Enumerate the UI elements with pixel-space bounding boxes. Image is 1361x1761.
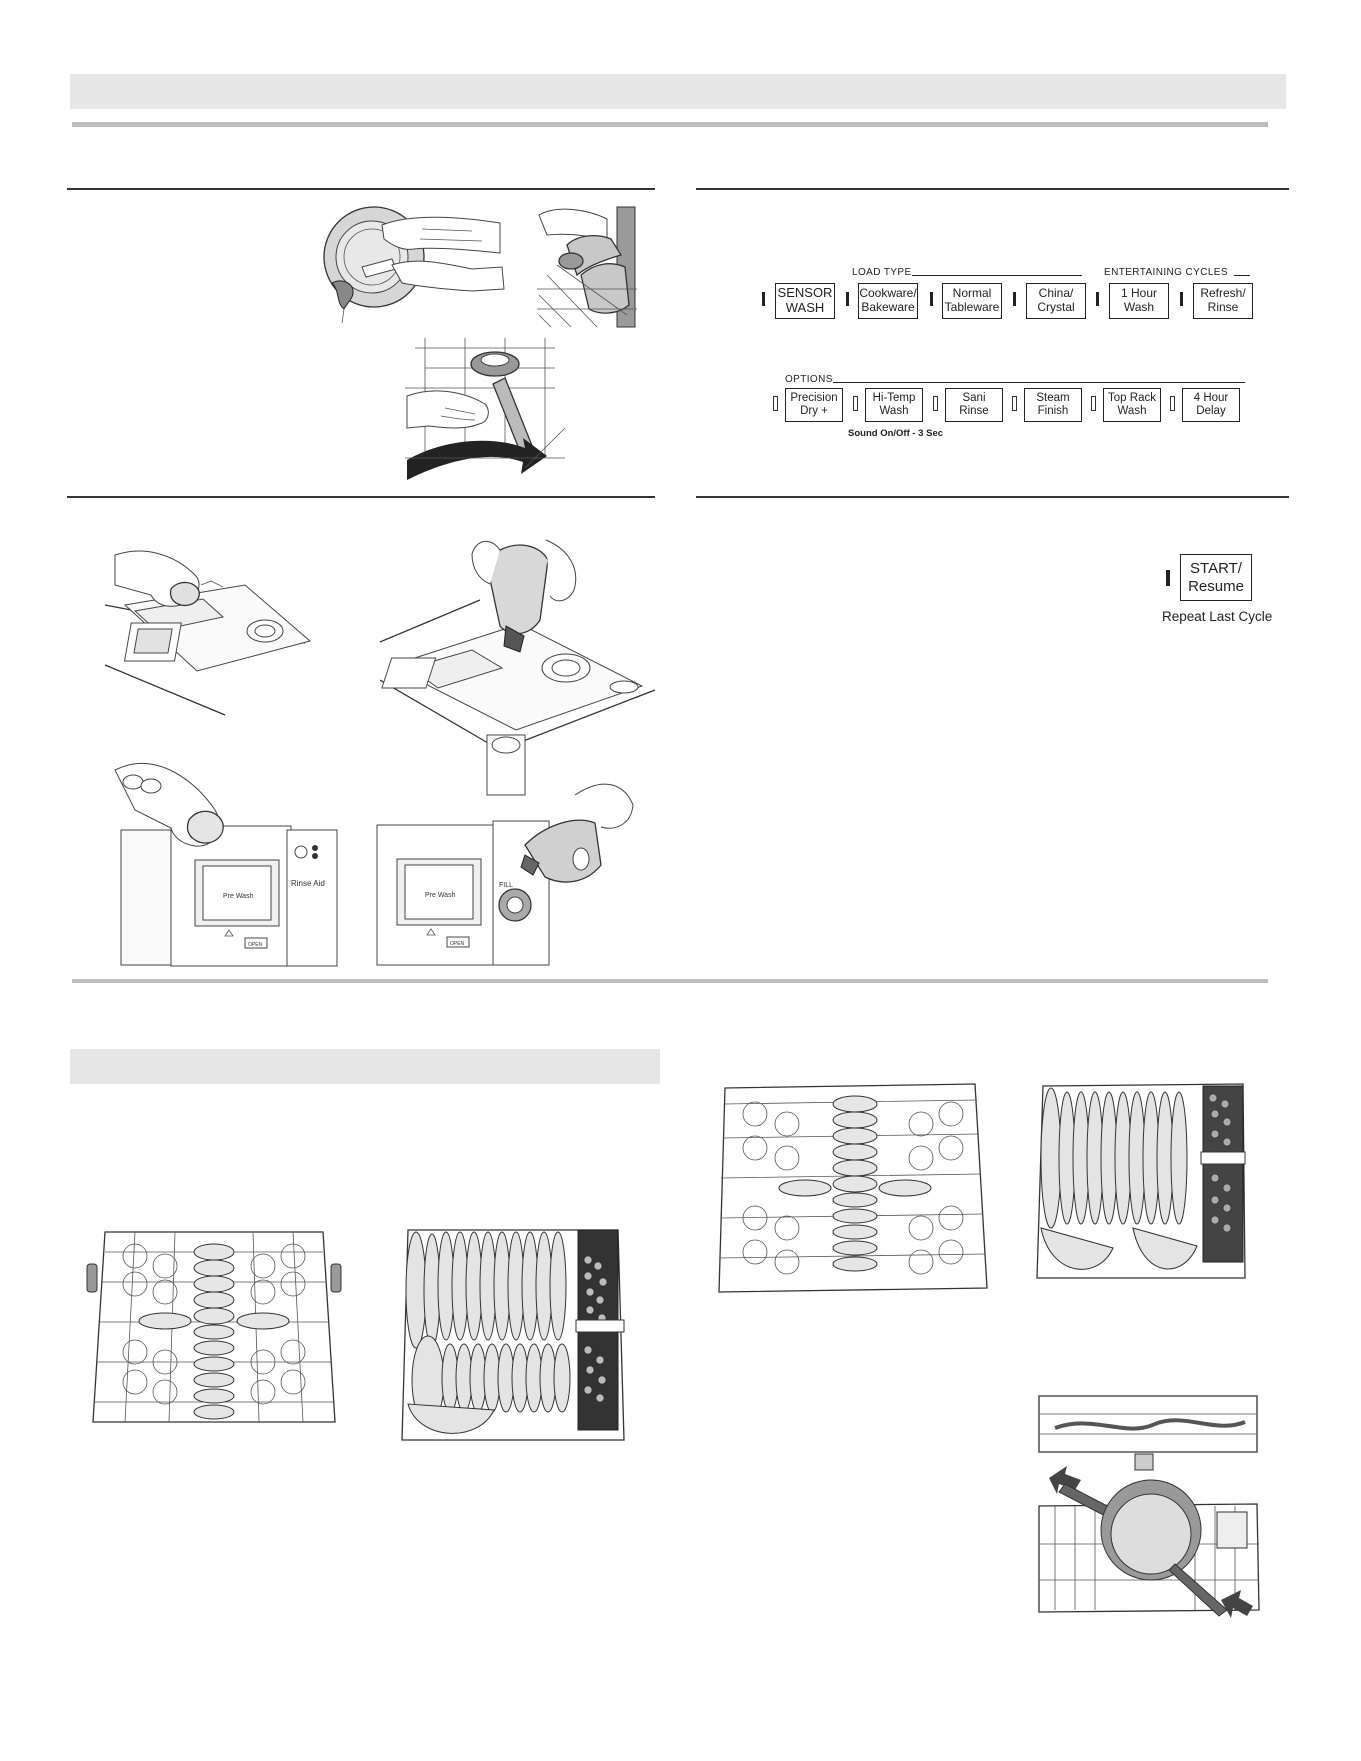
top-rack-wash-button[interactable]: Top Rack Wash xyxy=(1103,388,1161,422)
sani-rinse-indicator xyxy=(933,396,938,411)
rinse-aid-label: Rinse Aid xyxy=(291,879,325,888)
china-crystal-button[interactable]: China/ Crystal xyxy=(1026,283,1086,319)
pre-wash-label-2: Pre Wash xyxy=(425,892,456,899)
lower-rack-illustration xyxy=(398,1220,628,1460)
fill-label: FILL xyxy=(499,882,514,889)
precision-dry-indicator xyxy=(773,396,778,411)
prewash-dispenser-illustration xyxy=(115,740,340,970)
section-rule-mid-left xyxy=(67,496,655,498)
one-hour-wash-button[interactable]: 1 Hour Wash xyxy=(1109,283,1169,319)
cookware-bakeware-button[interactable]: Cookware/ Bakeware xyxy=(858,283,918,319)
hi-temp-wash-button[interactable]: Hi-Temp Wash xyxy=(865,388,923,422)
rinse-bottle-illustration xyxy=(537,205,637,330)
china-indicator xyxy=(1013,292,1016,306)
entertaining-label: ENTERTAINING CYCLES xyxy=(1104,267,1232,278)
sani-rinse-button[interactable]: Sani Rinse xyxy=(945,388,1003,422)
detergent-dispenser-illustration xyxy=(105,545,315,725)
open-label: OPEN xyxy=(248,942,263,948)
rack-hand-illustration xyxy=(405,338,565,488)
precision-dry-button[interactable]: Precision Dry + xyxy=(785,388,843,422)
load-type-line xyxy=(912,275,1082,276)
delay-indicator xyxy=(1170,396,1175,411)
section-rule-top-left xyxy=(67,188,655,190)
plate-scrape-illustration xyxy=(322,205,512,330)
steam-finish-button[interactable]: Steam Finish xyxy=(1024,388,1082,422)
hi-temp-indicator xyxy=(853,396,858,411)
repeat-last-cycle-caption: Repeat Last Cycle xyxy=(1162,609,1273,624)
rinse-aid-pour-illustration xyxy=(380,540,655,755)
normal-indicator xyxy=(930,292,933,306)
lower-rack-illustration-alt xyxy=(1033,1078,1248,1293)
top-header-rule xyxy=(72,122,1268,127)
entertaining-line xyxy=(1234,275,1250,276)
normal-tableware-button[interactable]: Normal Tableware xyxy=(942,283,1002,319)
upper-rack-illustration-alt xyxy=(715,1078,990,1308)
sensor-wash-button[interactable]: SENSOR WASH xyxy=(775,283,835,319)
steam-finish-indicator xyxy=(1012,396,1017,411)
load-type-label: LOAD TYPE xyxy=(852,267,916,278)
refresh-rinse-button[interactable]: Refresh/ Rinse xyxy=(1193,283,1253,319)
loading-section-header xyxy=(70,1049,660,1084)
refresh-indicator xyxy=(1180,292,1183,306)
rinse-aid-fill-illustration xyxy=(375,735,635,970)
open-label-2: OPEN xyxy=(450,941,465,947)
section-rule-top-right xyxy=(696,188,1289,190)
options-line xyxy=(833,382,1245,383)
four-hour-delay-button[interactable]: 4 Hour Delay xyxy=(1182,388,1240,422)
upper-rack-illustration xyxy=(85,1222,343,1458)
sound-caption: Sound On/Off - 3 Sec xyxy=(848,428,944,439)
third-rack-illustration xyxy=(1035,1394,1260,1634)
top-rack-indicator xyxy=(1091,396,1096,411)
one-hour-indicator xyxy=(1096,292,1099,306)
top-header-bar xyxy=(70,74,1286,109)
sensor-wash-indicator xyxy=(762,292,765,306)
start-resume-button[interactable]: START/ Resume xyxy=(1180,554,1252,601)
cookware-indicator xyxy=(846,292,849,306)
start-indicator xyxy=(1166,570,1170,586)
section-divider-heavy xyxy=(72,979,1268,983)
options-label: OPTIONS xyxy=(785,374,837,385)
pre-wash-label: Pre Wash xyxy=(223,893,254,900)
section-rule-mid-right xyxy=(696,496,1289,498)
